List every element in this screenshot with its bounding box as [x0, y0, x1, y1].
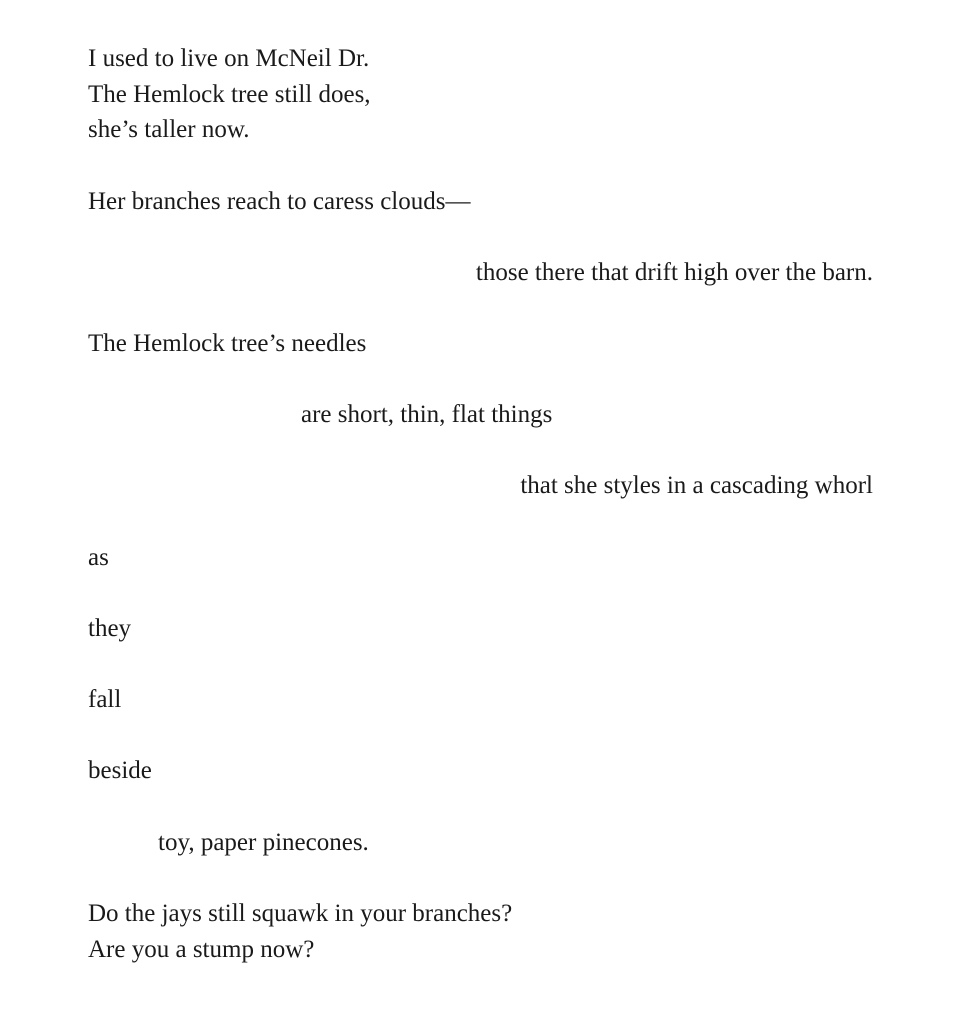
- poem-line: that she styles in a cascading whorl: [520, 472, 873, 499]
- poem-line: Her branches reach to caress clouds—: [88, 188, 471, 215]
- poem-line: The Hemlock tree’s needles: [88, 330, 367, 357]
- poem-line: as: [88, 544, 109, 571]
- poem-line: The Hemlock tree still does,: [88, 81, 371, 108]
- poem-line: are short, thin, flat things: [301, 401, 553, 428]
- poem-line: Are you a stump now?: [88, 936, 315, 963]
- poem-line: fall: [88, 686, 122, 713]
- poem-line: toy, paper pinecones.: [158, 829, 369, 856]
- poem-line: Do the jays still squawk in your branches?: [88, 900, 513, 927]
- poem-line: she’s taller now.: [88, 116, 250, 143]
- poem-line: beside: [88, 757, 152, 784]
- poem-line: I used to live on McNeil Dr.: [88, 45, 370, 72]
- poem-line: they: [88, 615, 132, 642]
- poem-line: those there that drift high over the barn.: [475, 259, 873, 286]
